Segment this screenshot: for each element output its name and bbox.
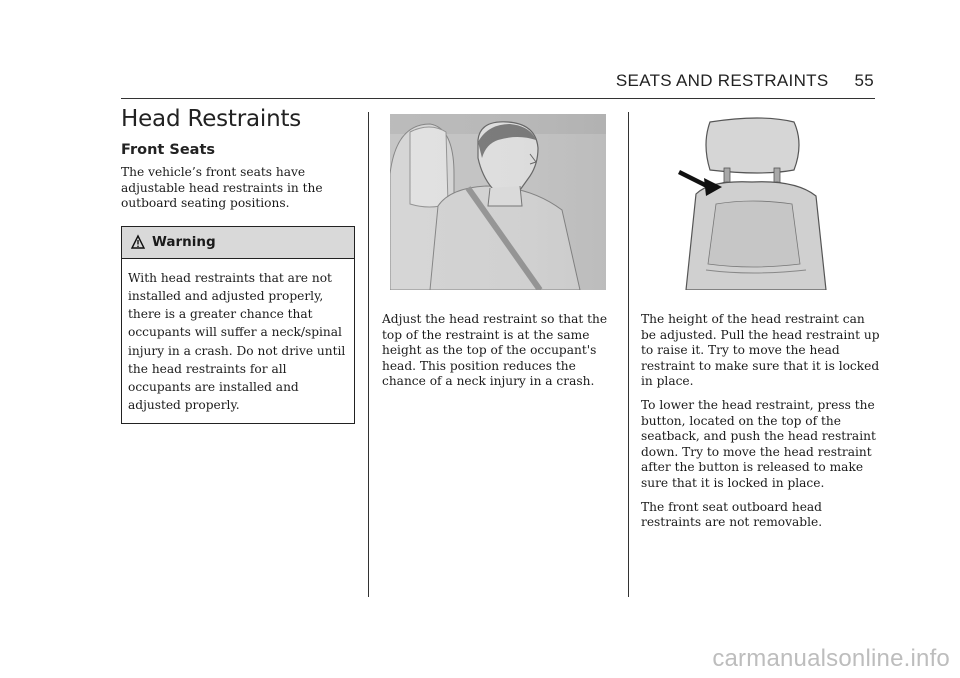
section-heading: Head Restraints	[121, 106, 302, 132]
page-number: 55	[854, 71, 874, 90]
section-title: SEATS AND RESTRAINTS	[615, 71, 829, 90]
header-rule	[121, 98, 875, 99]
subsection-heading: Front Seats	[121, 142, 216, 158]
column-3	[641, 312, 881, 539]
intro-paragraph: The vehicle’s front seats have adjustable head restraints in the outboard seating positions.	[121, 165, 323, 211]
occupant-head-restraint-illustration	[390, 114, 606, 290]
warning-icon	[130, 234, 146, 250]
paragraph: The front seat outboard head restraints are not removable.	[641, 499, 823, 530]
running-header	[616, 71, 874, 91]
head-restraint-button-illustration	[666, 114, 842, 290]
warning-label: Warning	[152, 234, 216, 251]
warning-box	[121, 226, 355, 425]
paragraph: To lower the head restraint, press the button, located on the top of the seatback, and push the head restraint down. Try to move the head restraint after the button is released to make sure that it is locked in place.	[641, 397, 876, 490]
column-divider	[628, 112, 629, 597]
column-divider	[368, 112, 369, 597]
paragraph: The height of the head restraint can be adjusted. Pull the head restraint up to raise it. Try to move the head restraint to make sure that it is locked in place.	[641, 312, 880, 389]
column-2	[382, 312, 614, 398]
warning-text: With head restraints that are not installed and adjusted properly, there is a greater chance that occupants will suffer a neck/spinal injury in a crash. Do not drive until the head restraints for all occupants are installed and adjusted properly.	[128, 270, 346, 413]
watermark: carmanualsonline.info	[712, 645, 950, 672]
warning-header	[122, 227, 354, 259]
column-1	[121, 106, 357, 424]
adjust-paragraph: Adjust the head restraint so that the top of the restraint is at the same height as the top of the occupant's head. This position reduces the chance of a neck injury in a crash.	[382, 312, 608, 389]
